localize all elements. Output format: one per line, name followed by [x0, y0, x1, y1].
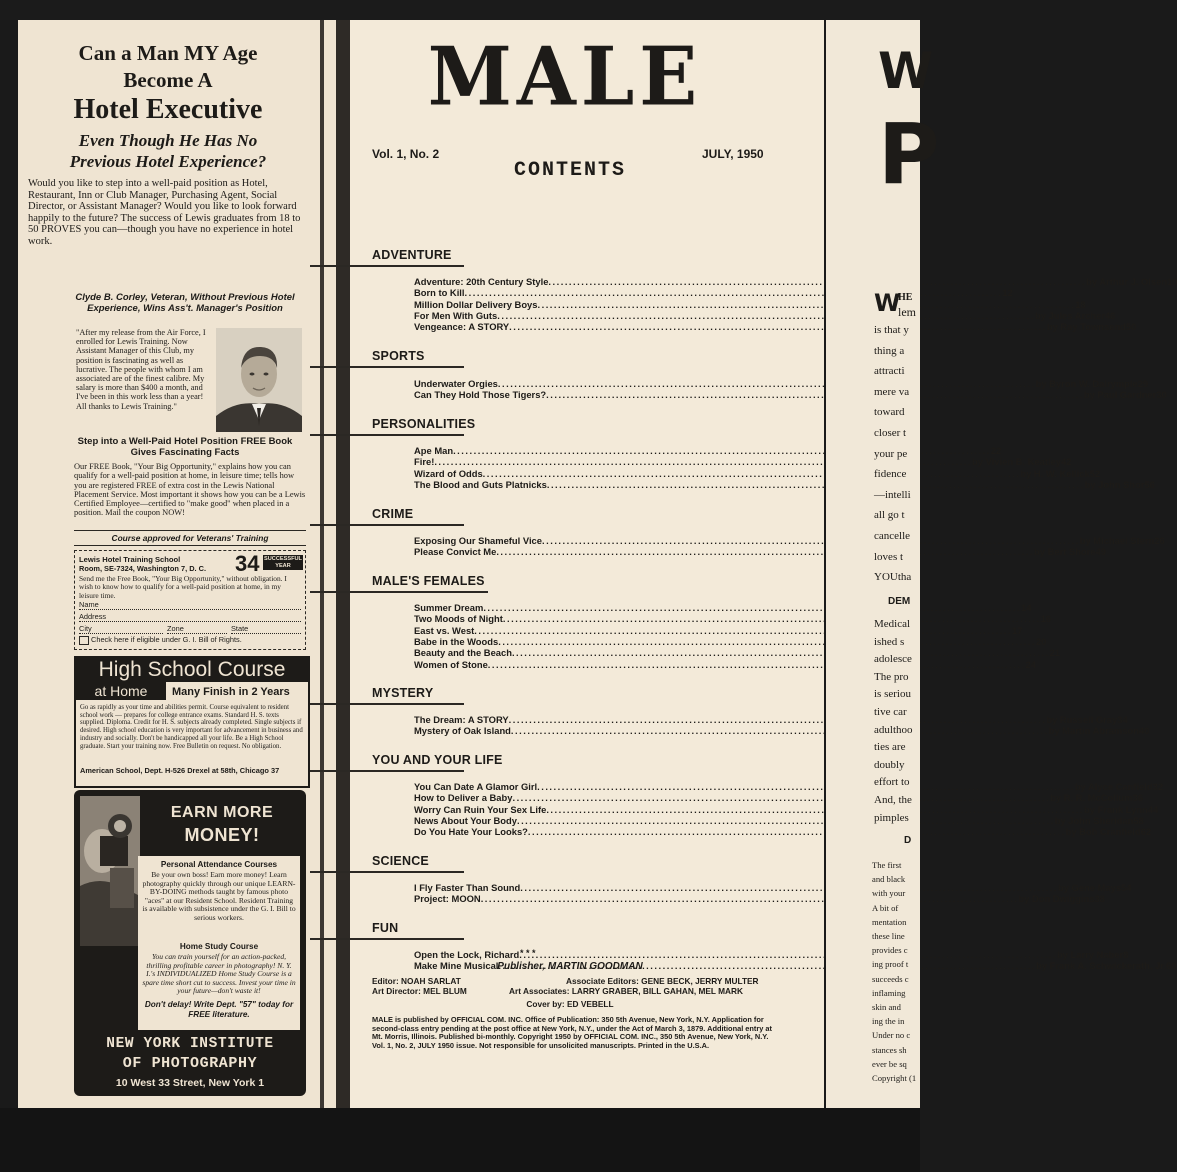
page-binding: [336, 20, 350, 1108]
toc-entry-title: Fire!: [414, 456, 435, 468]
toc-entry-title: Make Mine Musical: [414, 960, 499, 972]
next-page-text-line: mentation: [872, 916, 907, 927]
course1-body: Be your own boss! Earn more money! Learn photography quickly through our unique LEARN-BY-DOING methods taught by famous photo "aces" at our Resident School. Resident Training is available with subsistence under the G. I. Bill to serious workers.: [142, 870, 296, 922]
next-page-text-line: effort to: [874, 776, 910, 789]
toc-entry-page: 16: [1040, 613, 1052, 625]
toc-entry-author: by Vivien B. Keatley: [972, 456, 1061, 468]
toc-leader-dots: [546, 804, 1084, 816]
portrait-photo: [216, 328, 302, 432]
toc-entry-author: by Russell Gray: [1046, 714, 1118, 725]
section-rule: [310, 366, 464, 368]
course1-heading: Personal Attendance Courses: [160, 860, 278, 869]
toc-entry-author: by H. W. Kellick: [1020, 467, 1090, 479]
next-page-text-line: and black: [872, 874, 906, 885]
section-rule: [310, 524, 464, 526]
toc-entry-title: Born to Kill: [414, 287, 465, 299]
next-page-text-line: ing proof t: [872, 959, 909, 970]
section-rule: [310, 265, 464, 267]
publication-notice: MALE is published by OFFICIAL COM. INC. Office of Publication: 350 5th Avenue, New York, N.Y. Application for second-class entry pending at the post office at New York, N.Y., under the Act of March 3, 1879. Additional entry at Mt. Morris, Illinois. Published bi-monthly. Copyright 1950 by OFFICIAL COM. INC., 350 5th Avenue, New York, N.Y. Vol. 1, No. 2, JULY 1950 issue. Not responsible for unsolicited manuscripts. Printed in the U.S.A.: [372, 1015, 772, 1051]
toc-entry[interactable]: [414, 803, 1159, 816]
next-page-text-line: Copyright (1: [872, 1073, 917, 1084]
toc-entry-author: by Larry Naber: [1056, 949, 1124, 960]
next-page-text-line: cancelle: [874, 529, 911, 542]
toc-entry-title: Please Convict Me: [414, 546, 497, 558]
photo-ad-earn-line-2: MONEY!: [184, 825, 260, 845]
toc-entry-page: 22: [990, 445, 1002, 456]
toc-entry-page: 26: [1154, 535, 1165, 546]
section-heading: YOU AND YOUR LIFE: [372, 753, 503, 767]
toc-leader-dots: [528, 826, 1066, 838]
next-page-text-line: toward: [874, 406, 905, 419]
next-page-text-line: A bit of: [872, 902, 899, 913]
toc-leader-dots: [503, 613, 1041, 625]
next-page-text-line: succeeds c: [872, 973, 909, 984]
toc-entry-author: by Paul Gardner: [1083, 389, 1157, 401]
next-page-headline-p: P: [878, 105, 940, 203]
toc-entry-page: 40: [1138, 725, 1150, 737]
toc-entry-title: Vengeance: A STORY: [414, 321, 510, 333]
next-page-text-line: is that y: [874, 324, 909, 336]
toc-entry-title: Million Dollar Delivery Boys: [414, 298, 538, 310]
toc-entry-author: by John Shor: [1084, 478, 1145, 490]
toc-entry-author: by Bert Shore: [1034, 546, 1096, 558]
volume-number: Vol. 1, No. 2: [372, 147, 440, 161]
toc-entry-author: by Frank A. Schwickerath, Jr.: [1036, 960, 1167, 972]
toc-leader-dots: [517, 815, 1055, 827]
toc-entry-page: 20: [1035, 635, 1047, 647]
next-page-text-line: mere va: [874, 385, 910, 398]
next-page-text-line: inflaming: [872, 987, 906, 998]
toc-entry-title: Exposing Our Shameful Vice: [414, 535, 542, 546]
toc-entry-title: Open the Lock, Richard: [414, 949, 520, 960]
next-page-text-line: The first: [872, 860, 902, 870]
veterans-note: Course approved for Veterans' Training: [111, 533, 269, 543]
hotel-ad-headline-1: Can a Man MY Age: [78, 41, 258, 65]
toc-leader-dots: [488, 659, 1026, 671]
coupon[interactable]: [74, 550, 306, 650]
next-page-text-line: doubly: [874, 758, 905, 771]
toc-entry[interactable]: [414, 456, 1072, 468]
toc-leader-dots: [542, 535, 1080, 547]
next-page-column-2: [874, 616, 920, 827]
coupon-gi-label: Check here if eligible under G. I. Bill of Rights.: [91, 635, 242, 644]
toc-entry-page: 46: [1104, 309, 1116, 321]
toc-leader-dots: [537, 781, 1075, 793]
next-page-text-line: attracti: [874, 365, 905, 378]
toc-entry-page: 32: [1152, 781, 1164, 792]
toc-entry-title: Beauty and the Beach: [414, 647, 512, 659]
section-heading: SPORTS: [372, 349, 425, 363]
toc-leader-dots: [547, 479, 1085, 491]
next-page-text-line: provides c: [872, 945, 908, 956]
issue-date: JULY, 1950: [702, 147, 764, 161]
next-page-text-line: ever be sq: [872, 1058, 907, 1069]
section-rule: [310, 591, 488, 593]
toc-entry-title: Underwater Orgies: [414, 378, 498, 389]
toc-entry[interactable]: [414, 647, 1061, 659]
toc-entry-page: 24: [1025, 658, 1036, 670]
coupon-gi-checkbox[interactable]: [79, 636, 89, 645]
toc-leader-dots: [483, 602, 1021, 614]
toc-leader-dots: [483, 468, 1021, 480]
next-page-text-line: fidence: [874, 468, 907, 481]
toc-entry-author: by Ray Townsend: [1046, 321, 1126, 333]
hs-ad-subtitle: at Home: [76, 682, 166, 700]
hotel-ad-body: Would you like to step into a well-paid position as Hotel, Restaurant, Inn or Club Manager, Purchasing Agent, Social Director, or Assistant Manager? Would you like to look forward happily to the future? The success of Lewis graduates from 18 to 50 PROVES you can—though you have no experience in hotel work.: [28, 178, 301, 247]
toc-entry-title: News About Your Body: [414, 814, 517, 826]
section-heading: MYSTERY: [372, 686, 434, 700]
toc-entry-title: You Can Date A Glamor Girl: [414, 781, 538, 792]
toc-entry-page: 29: [1137, 378, 1149, 389]
toc-entry-title: Wizard of Odds: [414, 467, 483, 479]
testimonial-text: "After my release from the Air Force, I enrolled for Lewis Training. Now Assistant Manager of this Club, my position is fascinating as well as lucrative. The people with whom I am associated are of the finest calibre. My salary is more than $400 a month, and I've been in this work less than a year! All thanks to Lewis Training.": [76, 328, 206, 411]
next-page-text-line: your pe: [874, 447, 908, 460]
course2-heading: Home Study Course: [179, 942, 259, 951]
toc-entry-title: Summer Dream: [414, 602, 484, 613]
toc-entry[interactable]: [414, 714, 1128, 726]
coupon-state-field[interactable]: State: [231, 624, 301, 634]
toc-entry-title: The Blood and Guts Platnicks: [414, 478, 547, 490]
toc-entry-page: 49: [1095, 546, 1106, 558]
hotel-ad-headline-3: Hotel Executive: [73, 94, 263, 125]
toc-entry-page: 17: [1012, 624, 1023, 636]
toc-entry-page: 8: [1123, 949, 1129, 960]
toc-entry[interactable]: [414, 298, 1086, 311]
next-page-text-line: pimples: [874, 811, 909, 824]
toc-entry[interactable]: [414, 826, 1152, 838]
hs-ad-footer: American School, Dept. H-526 Drexel at 58th, Chicago 37: [80, 766, 280, 775]
next-page-text-line: with your: [872, 888, 906, 899]
next-page-text-line: skin and: [872, 1002, 901, 1013]
toc-leader-dots: [465, 287, 1003, 299]
hs-ad-tagline: Many Finish in 2 Years: [172, 686, 290, 698]
photo-ad-school-line-2: OF PHOTOGRAPHY: [122, 1055, 258, 1072]
next-page-text-line: stances sh: [872, 1044, 907, 1055]
background-edge-top: [0, 0, 920, 20]
next-page-text-line: And, the: [874, 793, 912, 806]
toc-entry-title: I Fly Faster Than Sound: [414, 882, 521, 893]
next-page-headline-w: W: [878, 42, 934, 100]
toc-entry-title: Do You Hate Your Looks?: [414, 826, 528, 838]
toc-entry-title: How to Deliver a Baby: [414, 792, 513, 804]
photo-ad-school-line-1: NEW YORK INSTITUTE: [106, 1036, 274, 1052]
next-page-text-line: adolesce: [874, 653, 912, 666]
toc-entry-page: 50: [1125, 321, 1137, 333]
divider: [74, 545, 306, 546]
art-associates-credit: Art Associates: LARRY GRABER, BILL GAHAN, MEL MARK: [509, 986, 744, 996]
next-page-text-line: adulthoo: [874, 723, 913, 736]
next-page-edge: [826, 20, 940, 1108]
toc-leader-dots: [512, 792, 1050, 804]
left-page-rule: [320, 20, 324, 1108]
next-page-subhead-2: D: [904, 835, 912, 846]
toc-entry-author: by Michael Stern: [1079, 535, 1155, 546]
camera-icon: [80, 796, 140, 946]
divider: [74, 530, 306, 531]
next-page-text-line: —intelli: [874, 488, 911, 501]
toc-entry-title: Project: MOON: [414, 893, 481, 905]
toc-entry-page: 36: [1132, 792, 1143, 804]
contents-heading: CONTENTS: [513, 159, 626, 182]
course2-body: You can train yourself for an action-packed, thrilling profitable career in photography! N. Y. I.'s INDIVIDUALIZED Home Study Course is a spare time short cut to success. Invest your time in your future—don't waste it!: [142, 952, 296, 996]
toc-entry-title: Can They Hold Those Tigers?: [414, 389, 547, 401]
toc-leader-dots: [498, 378, 1036, 390]
step-into-heading: Step into a Well-Paid Hotel Position FREE Book Gives Fascinating Facts: [77, 436, 293, 458]
hotel-ad-headline-2: Become A: [123, 68, 213, 92]
toc-leader-dots: [519, 949, 1057, 961]
photo-ad-earn-line-1: EARN MORE: [170, 804, 274, 821]
toc-entry-author: by Frank Lynn: [1084, 803, 1148, 815]
toc-leader-dots: [520, 882, 1058, 894]
photo-ad-cta: Don't delay! Write Dept. "57" today for FREE literature.: [144, 1000, 294, 1019]
toc-entry-author: by Martin Abramson: [1048, 725, 1139, 737]
toc-leader-dots: [512, 647, 1050, 659]
toc-entry-title: Babe in the Woods: [414, 635, 499, 647]
next-page-dropcap: W: [874, 289, 901, 317]
toc-entry-author: by Alyce Canfield: [1074, 781, 1153, 792]
toc-entry-page: 54: [1121, 882, 1132, 893]
coupon-text: Send me the Free Book, "Your Big Opportunity," without obligation. I wish to know how to qualify for a well-paid position at home, in my leisure time.: [79, 574, 287, 600]
section-heading: PERSONALITIES: [372, 417, 476, 431]
coupon-year-label: SUCCESSFUL YEAR: [264, 556, 302, 569]
toc-leader-dots: [509, 321, 1047, 333]
toc-leader-dots: [496, 546, 1034, 558]
toc-entry[interactable]: [414, 602, 1032, 614]
coupon-city-field[interactable]: City: [79, 624, 163, 634]
publisher-credit: Publisher, MARTIN GOODMAN: [497, 961, 643, 972]
toc-entry-title: East vs. West: [414, 624, 475, 636]
toc-entry-page: 38: [1094, 893, 1105, 905]
hotel-ad-subhead-2: Previous Hotel Experience?: [69, 152, 267, 171]
next-page-text-line: ished s: [874, 635, 905, 648]
art-director-credit: Art Director: MEL BLUM: [372, 986, 467, 996]
toc-leader-dots: [474, 625, 1012, 637]
next-page-first-line: HE: [898, 292, 913, 303]
next-page-column-1: [874, 320, 920, 588]
section-rule: [310, 770, 464, 772]
background-edge-bottom: [0, 1108, 920, 1172]
associate-editors-credit: Associate Editors: GENE BECK, JERRY MULTER: [566, 976, 759, 986]
next-page-text-line: loves t: [874, 550, 904, 563]
toc-entry-author: by Arthur J. Olsen: [1086, 276, 1168, 287]
toc-entry-author: by Don Dwiggins: [1018, 893, 1095, 905]
toc-entry-page: 14: [1021, 602, 1032, 613]
hs-ad-body: Go as rapidly as your time and abilities permit. Course equivalent to resident school work — prepares for college entrance exams. Standard H. S. texts supplied. Diploma. Credit for H. S. subjects already completed. Single subjects if desired. High school education is very important for advancement in business and industry and socially. Don't be handicapped all your life. Be a High School graduate. Start your training now. Free Bulletin on request. No obligation.: [80, 704, 303, 750]
high-school-ad: [74, 656, 310, 788]
next-page-text-line: these line: [872, 931, 905, 942]
coupon-address-field[interactable]: Address: [79, 612, 301, 622]
toc-entry[interactable]: [414, 276, 1177, 288]
next-page-text-line: is seriou: [874, 688, 911, 701]
next-page-text-line: thing a: [874, 344, 905, 357]
photo-ad-text-box: [138, 856, 300, 1030]
toc-entry-title: Women of Stone: [414, 658, 488, 670]
toc-entry-title: Ape Man: [414, 445, 454, 456]
next-page-text-line: The pro: [874, 670, 909, 683]
toc-entry-page: 30: [1156, 389, 1167, 401]
magazine-title: MALE: [427, 29, 703, 124]
next-page-text-line: Medical: [874, 618, 911, 630]
coupon-name-field[interactable]: Name: [79, 600, 301, 610]
next-page-text-line: ing the in: [872, 1016, 905, 1027]
toc-entry-page: 21: [1049, 647, 1061, 659]
coupon-school: Lewis Hotel Training School: [79, 555, 181, 564]
toc-entry-title: Adventure: 20th Century Style: [414, 276, 549, 287]
section-rule: [310, 434, 464, 436]
toc-entry-title: For Men With Guts: [414, 309, 498, 321]
toc-leader-dots: [511, 725, 1049, 737]
next-page-text-line: all go t: [874, 509, 905, 522]
toc-entry[interactable]: [414, 378, 1149, 390]
next-page-text-line: tive car: [874, 705, 907, 718]
toc-entry-author: by Gene Mays: [1057, 882, 1122, 893]
toc-leader-dots: [537, 299, 1075, 311]
hs-ad-title: High School Course: [76, 658, 308, 682]
hotel-ad: [22, 40, 314, 248]
portrait-icon: [216, 328, 302, 432]
coupon-year-number: 34: [235, 551, 260, 576]
section-rule: [310, 703, 464, 705]
section-rule: [310, 938, 464, 940]
toc-entry-title: Two Moods of Night: [414, 613, 503, 625]
next-page-text-line: closer t: [874, 426, 907, 439]
toc-entry-title: Worry Can Ruin Your Sex Life: [414, 803, 547, 815]
editor-credit: Editor: NOAH SARLAT: [372, 976, 461, 986]
section-heading: ADVENTURE: [372, 248, 452, 262]
toc-entry-author: by John Sheridan: [1054, 814, 1134, 826]
toc-entry-title: Mystery of Oak Island: [414, 725, 511, 737]
toc-leader-dots: [498, 636, 1036, 648]
toc-entry-page: 44: [1147, 803, 1159, 815]
toc-entry-page: 12: [1002, 287, 1013, 299]
toc-entry-page: 62: [1140, 826, 1152, 838]
toc-entry-page: 34: [1117, 714, 1128, 725]
toc-entry-page: 42: [1060, 456, 1072, 468]
toc-entry-page: 10: [1167, 276, 1177, 287]
toc-entry-page: 58: [1133, 814, 1144, 826]
credits-stars: * * *: [520, 948, 536, 958]
coupon-zone-field[interactable]: Zone: [167, 624, 227, 634]
toc-entry-author: by Byron W. Dalrymple: [1035, 378, 1138, 389]
next-page-column-3: [872, 858, 920, 1085]
section-rule: [310, 871, 464, 873]
left-ad-page: [18, 20, 336, 1108]
section-heading: FUN: [372, 921, 399, 935]
next-page-text-line: Under no c: [872, 1030, 911, 1041]
toc-entry-title: The Dream: A STORY: [414, 714, 509, 725]
toc-entry-page: 18: [1075, 298, 1086, 310]
section-heading: CRIME: [372, 507, 414, 521]
step-into-body: Our FREE Book, "Your Big Opportunity," explains how you can qualify for a well-paid position at home, in leisure time; tells how you are registered FREE of extra cost in the Lewis National Placement Service. Most important it shows how you can be a Lewis Certified Employee—certified to "make good" when placed in a position. Mail the coupon NOW!: [74, 462, 306, 518]
toc-leader-dots: [546, 389, 1084, 401]
toc-leader-dots: [481, 893, 1019, 905]
photography-ad: [74, 790, 306, 1096]
toc-entry-author: by R. R. McCollum: [1050, 792, 1133, 804]
next-page-subhead: DEM: [888, 596, 911, 607]
toc-entry-page: 52: [1089, 467, 1101, 479]
photo-ad-address: 10 West 33 Street, New York 1: [115, 1077, 265, 1089]
toc-entry-page: 60: [1166, 960, 1177, 972]
toc-leader-dots: [509, 714, 1047, 726]
section-heading: MALE'S FEMALES: [372, 574, 485, 588]
toc-entry-author: by Bob Cranfield: [1065, 826, 1141, 838]
toc-entry-page: 56: [1144, 478, 1155, 490]
next-page-text-line: ties are: [874, 741, 906, 754]
photographer-image: [80, 796, 140, 946]
toc-leader-dots: [497, 310, 1035, 322]
hotel-ad-subhead-1: Even Though He Has No: [78, 131, 258, 150]
cover-credit: Cover by: ED VEBELL: [526, 999, 614, 1009]
section-heading: SCIENCE: [372, 854, 429, 868]
testimonial-heading: Clyde B. Corley, Veteran, Without Previous Hotel Experience, Wins Ass't. Manager's Position: [75, 292, 295, 314]
toc-entry[interactable]: [414, 478, 1155, 491]
next-page-first-line-2: lem: [898, 305, 916, 319]
next-page-text-line: YOUtha: [874, 571, 912, 584]
toc-leader-dots: [548, 276, 1086, 288]
toc-entry-author: by Jules Archer: [1034, 309, 1105, 321]
coupon-room: Room, SE-7324, Washington 7, D. C.: [79, 564, 207, 573]
